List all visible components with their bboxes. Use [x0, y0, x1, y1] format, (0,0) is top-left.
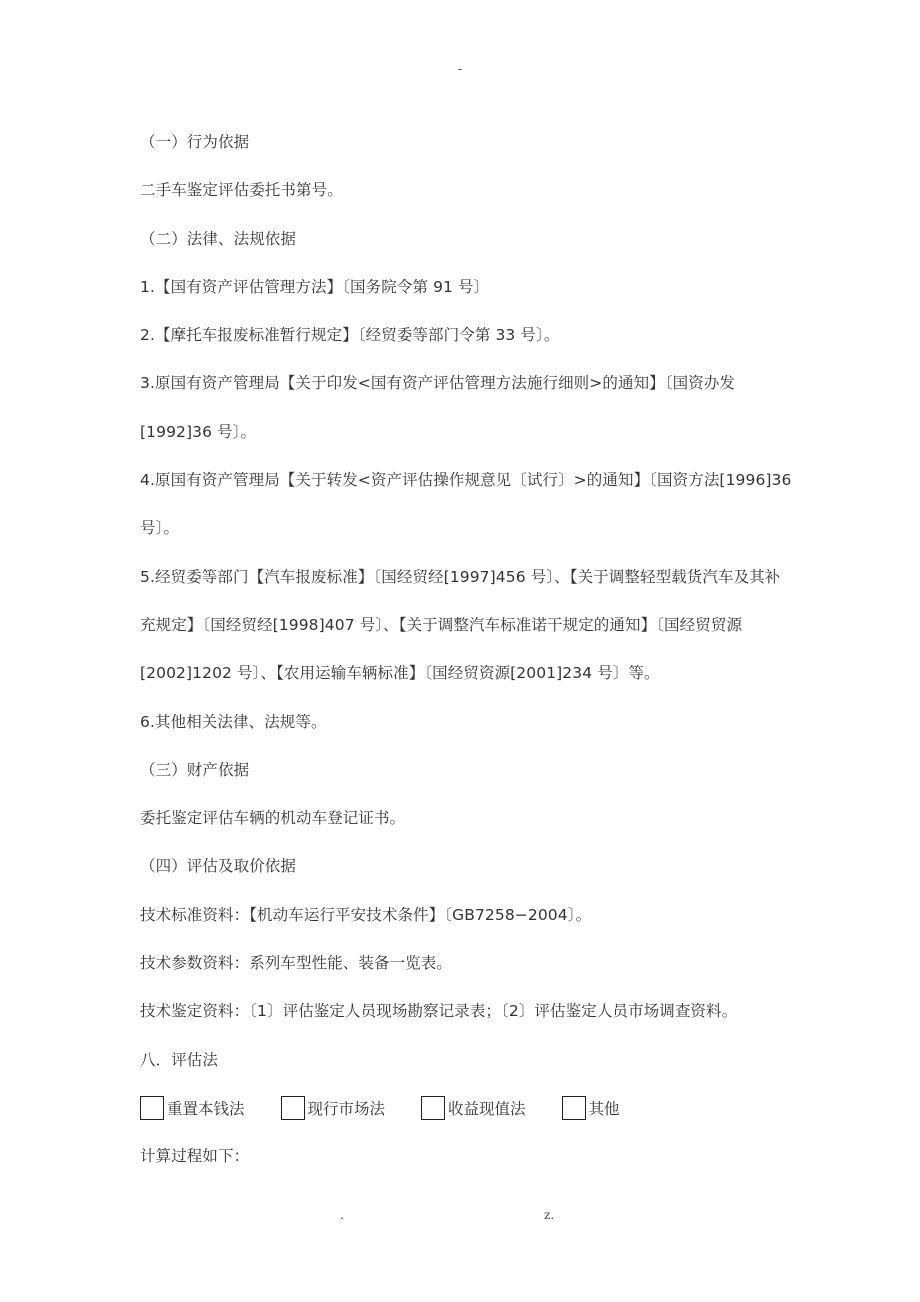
option-replacement-cost[interactable] [140, 1096, 245, 1120]
section-heading-valuation-basis: （四）评估及取价依据 [140, 857, 297, 876]
list-item-continuation: [1992]36 号〕。 [140, 422, 257, 441]
calculation-intro: 计算过程如下： [140, 1147, 250, 1166]
paragraph: 委托鉴定评估车辆的机动车登记证书。 [140, 809, 406, 828]
option-label: 其他 [588, 1100, 620, 1119]
option-label: 收益现值法 [448, 1100, 526, 1119]
option-other[interactable] [562, 1096, 620, 1120]
checkbox[interactable] [140, 1096, 164, 1120]
list-item: 3.原国有资产管理局【关于印发<国有资产评估管理方法施行细则>的通知】〔国资办发 [140, 374, 736, 393]
valuation-method-options [140, 1084, 800, 1132]
page-footer-right: z. [544, 1208, 555, 1222]
list-item-continuation: 充规定】〔国经贸经[1998]407 号〕、【关于调整汽车标准诺干规定的通知】〔国经贸贸源 [140, 615, 743, 634]
section-heading-legal-basis: （二）法律、法规依据 [140, 229, 297, 248]
paragraph: 二手车鉴定评估委托书第号。 [140, 181, 343, 200]
checkbox[interactable] [562, 1096, 586, 1120]
option-income-method[interactable] [421, 1096, 526, 1120]
list-item-continuation: 号〕。 [140, 519, 180, 538]
page-footer-left: . [340, 1208, 344, 1222]
checkbox[interactable] [281, 1096, 305, 1120]
option-label: 现行市场法 [307, 1100, 386, 1119]
paragraph: 技术鉴定资料：〔1〕评估鉴定人员现场勘察记录表；〔2〕评估鉴定人员市场调查资料。 [140, 1002, 738, 1021]
page-header-mark: - [457, 62, 463, 76]
document-body [140, 118, 800, 1181]
list-item: 4.原国有资产管理局【关于转发<资产评估操作规意见〔试行〕>的通知】〔国资方法[1996]36 [140, 471, 792, 490]
list-item: 6.其他相关法律、法规等。 [140, 712, 327, 731]
section-heading-property-basis: （三）财产依据 [140, 760, 250, 779]
list-item: 2.【摩托车报废标准暂行规定】〔经贸委等部门令第 33 号〕。 [140, 326, 560, 345]
list-item-continuation: [2002]1202 号〕、【农用运输车辆标准】〔国经贸资源[2001]234 号〕等。 [140, 664, 660, 683]
checkbox[interactable] [421, 1096, 445, 1120]
option-market-method[interactable] [281, 1096, 386, 1120]
list-item: 1.【国有资产评估管理方法】〔国务院令第 91 号〕 [140, 277, 490, 296]
section-heading-valuation-method: 八．评估法 [140, 1050, 219, 1069]
list-item: 5.经贸委等部门【汽车报废标准】〔国经贸经[1997]456 号〕、【关于调整轻型载货汽车及其补 [140, 567, 781, 586]
paragraph: 技术参数资料：系列车型性能、装备一览表。 [140, 954, 453, 973]
section-heading-conduct-basis: （一）行为依据 [140, 133, 250, 151]
paragraph: 技术标准资料：【机动车运行平安技术条件】〔GB7258−2004〕。 [140, 905, 592, 924]
option-label: 重置本钱法 [167, 1100, 245, 1119]
